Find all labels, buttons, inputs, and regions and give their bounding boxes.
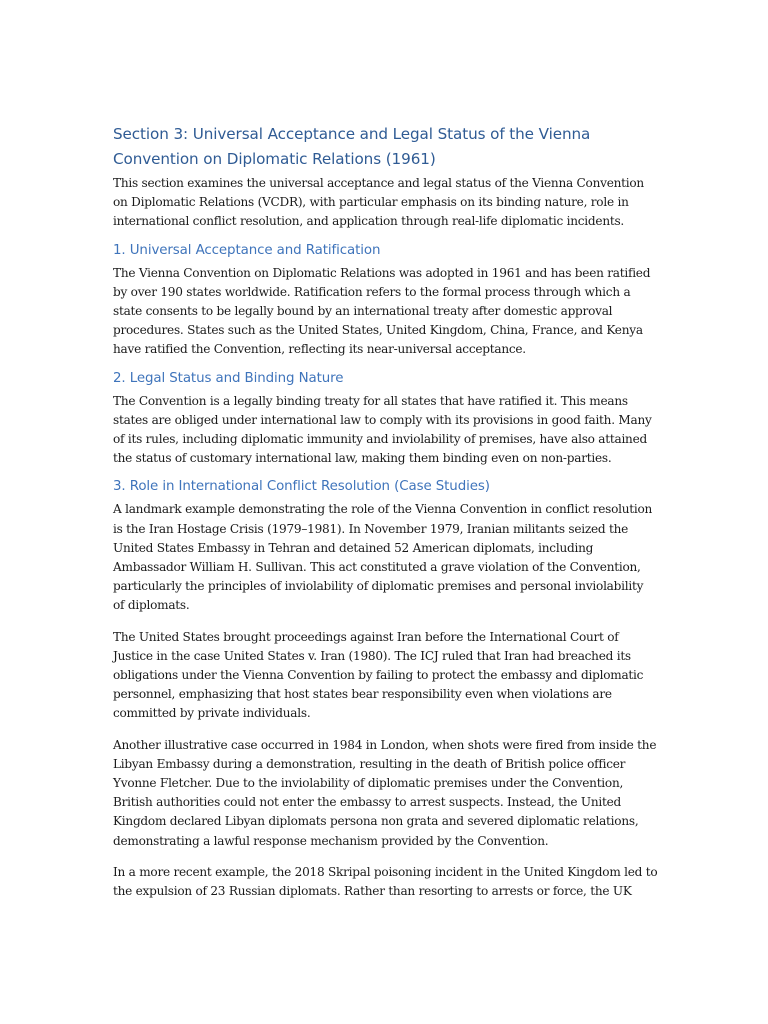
paragraph-skripal: In a more recent example, the 2018 Skripal poisoning incident in the United Kingdom led to the expulsion of 23 Russian diplomats. Rather than resorting to arrests or force, the UK (113, 864, 658, 899)
heading-universal-acceptance: 1. Universal Acceptance and Ratification (113, 242, 381, 258)
paragraph-ratification: The Vienna Convention on Diplomatic Relations was adopted in 1961 and has been ratified by over 190 states worldwide. Ratification refers to the formal process through which a state consents to be legally bound by an international treaty after domestic approval procedures. States such as the United States, United Kingdom, China, France, and Kenya have ratified the Convention, reflecting its near-universal acceptance. (113, 265, 651, 357)
paragraph-iran-hostage-crisis: A landmark example demonstrating the role of the Vienna Convention in conflict resolution is the Iran Hostage Crisis (1979–1981). In November 1979, Iranian militants seized the United States Embassy in Tehran and detained 52 American diplomats, including Ambassador William H. Sullivan. This act constituted a grave violation of the Convention, particularly the principles of inviolability of diplomatic premises and personal inviolability of diplomats. (113, 502, 653, 613)
paragraph-libyan-embassy: Another illustrative case occurred in 1984 in London, when shots were fired from inside the Libyan Embassy during a demonstration, resulting in the death of British police officer Yvonne Fletcher. Due to the inviolability of diplomatic premises under the Convention, British authorities could not enter the embassy to arrest suspects. Instead, the United Kingdom declared Libyan diplomats persona non grata and severed diplomatic relations, demonstrating a lawful response mechanism provided by the Convention. (113, 737, 657, 848)
paragraph-icj-ruling: The United States brought proceedings against Iran before the International Court of Justice in the case United States v. Iran (1980). The ICJ ruled that Iran had breached its obligations under the Vienna Convention by failing to protect the embassy and diplomatic personnel, emphasizing that host states bear responsibility even when violations are committed by private individuals. (113, 629, 644, 721)
document-page (113, 122, 658, 901)
heading-conflict-resolution: 3. Role in International Conflict Resolution (Case Studies) (113, 479, 490, 495)
heading-legal-status: 2. Legal Status and Binding Nature (113, 370, 344, 386)
intro-paragraph: This section examines the universal acceptance and legal status of the Vienna Convention on Diplomatic Relations (VCDR), with particular emphasis on its binding nature, role in international conflict resolution, and application through real-life diplomatic incidents. (113, 176, 644, 229)
section-title: Section 3: Universal Acceptance and Legal Status of the Vienna Convention on Diplomatic Relations (1961) (113, 125, 591, 168)
paragraph-legal-status: The Convention is a legally binding treaty for all states that have ratified it. This means states are obliged under international law to comply with its provisions in good faith. Many of its rules, including diplomatic immunity and inviolability of premises, have also attained the status of customary international law, making them binding even on non-parties. (113, 393, 652, 466)
